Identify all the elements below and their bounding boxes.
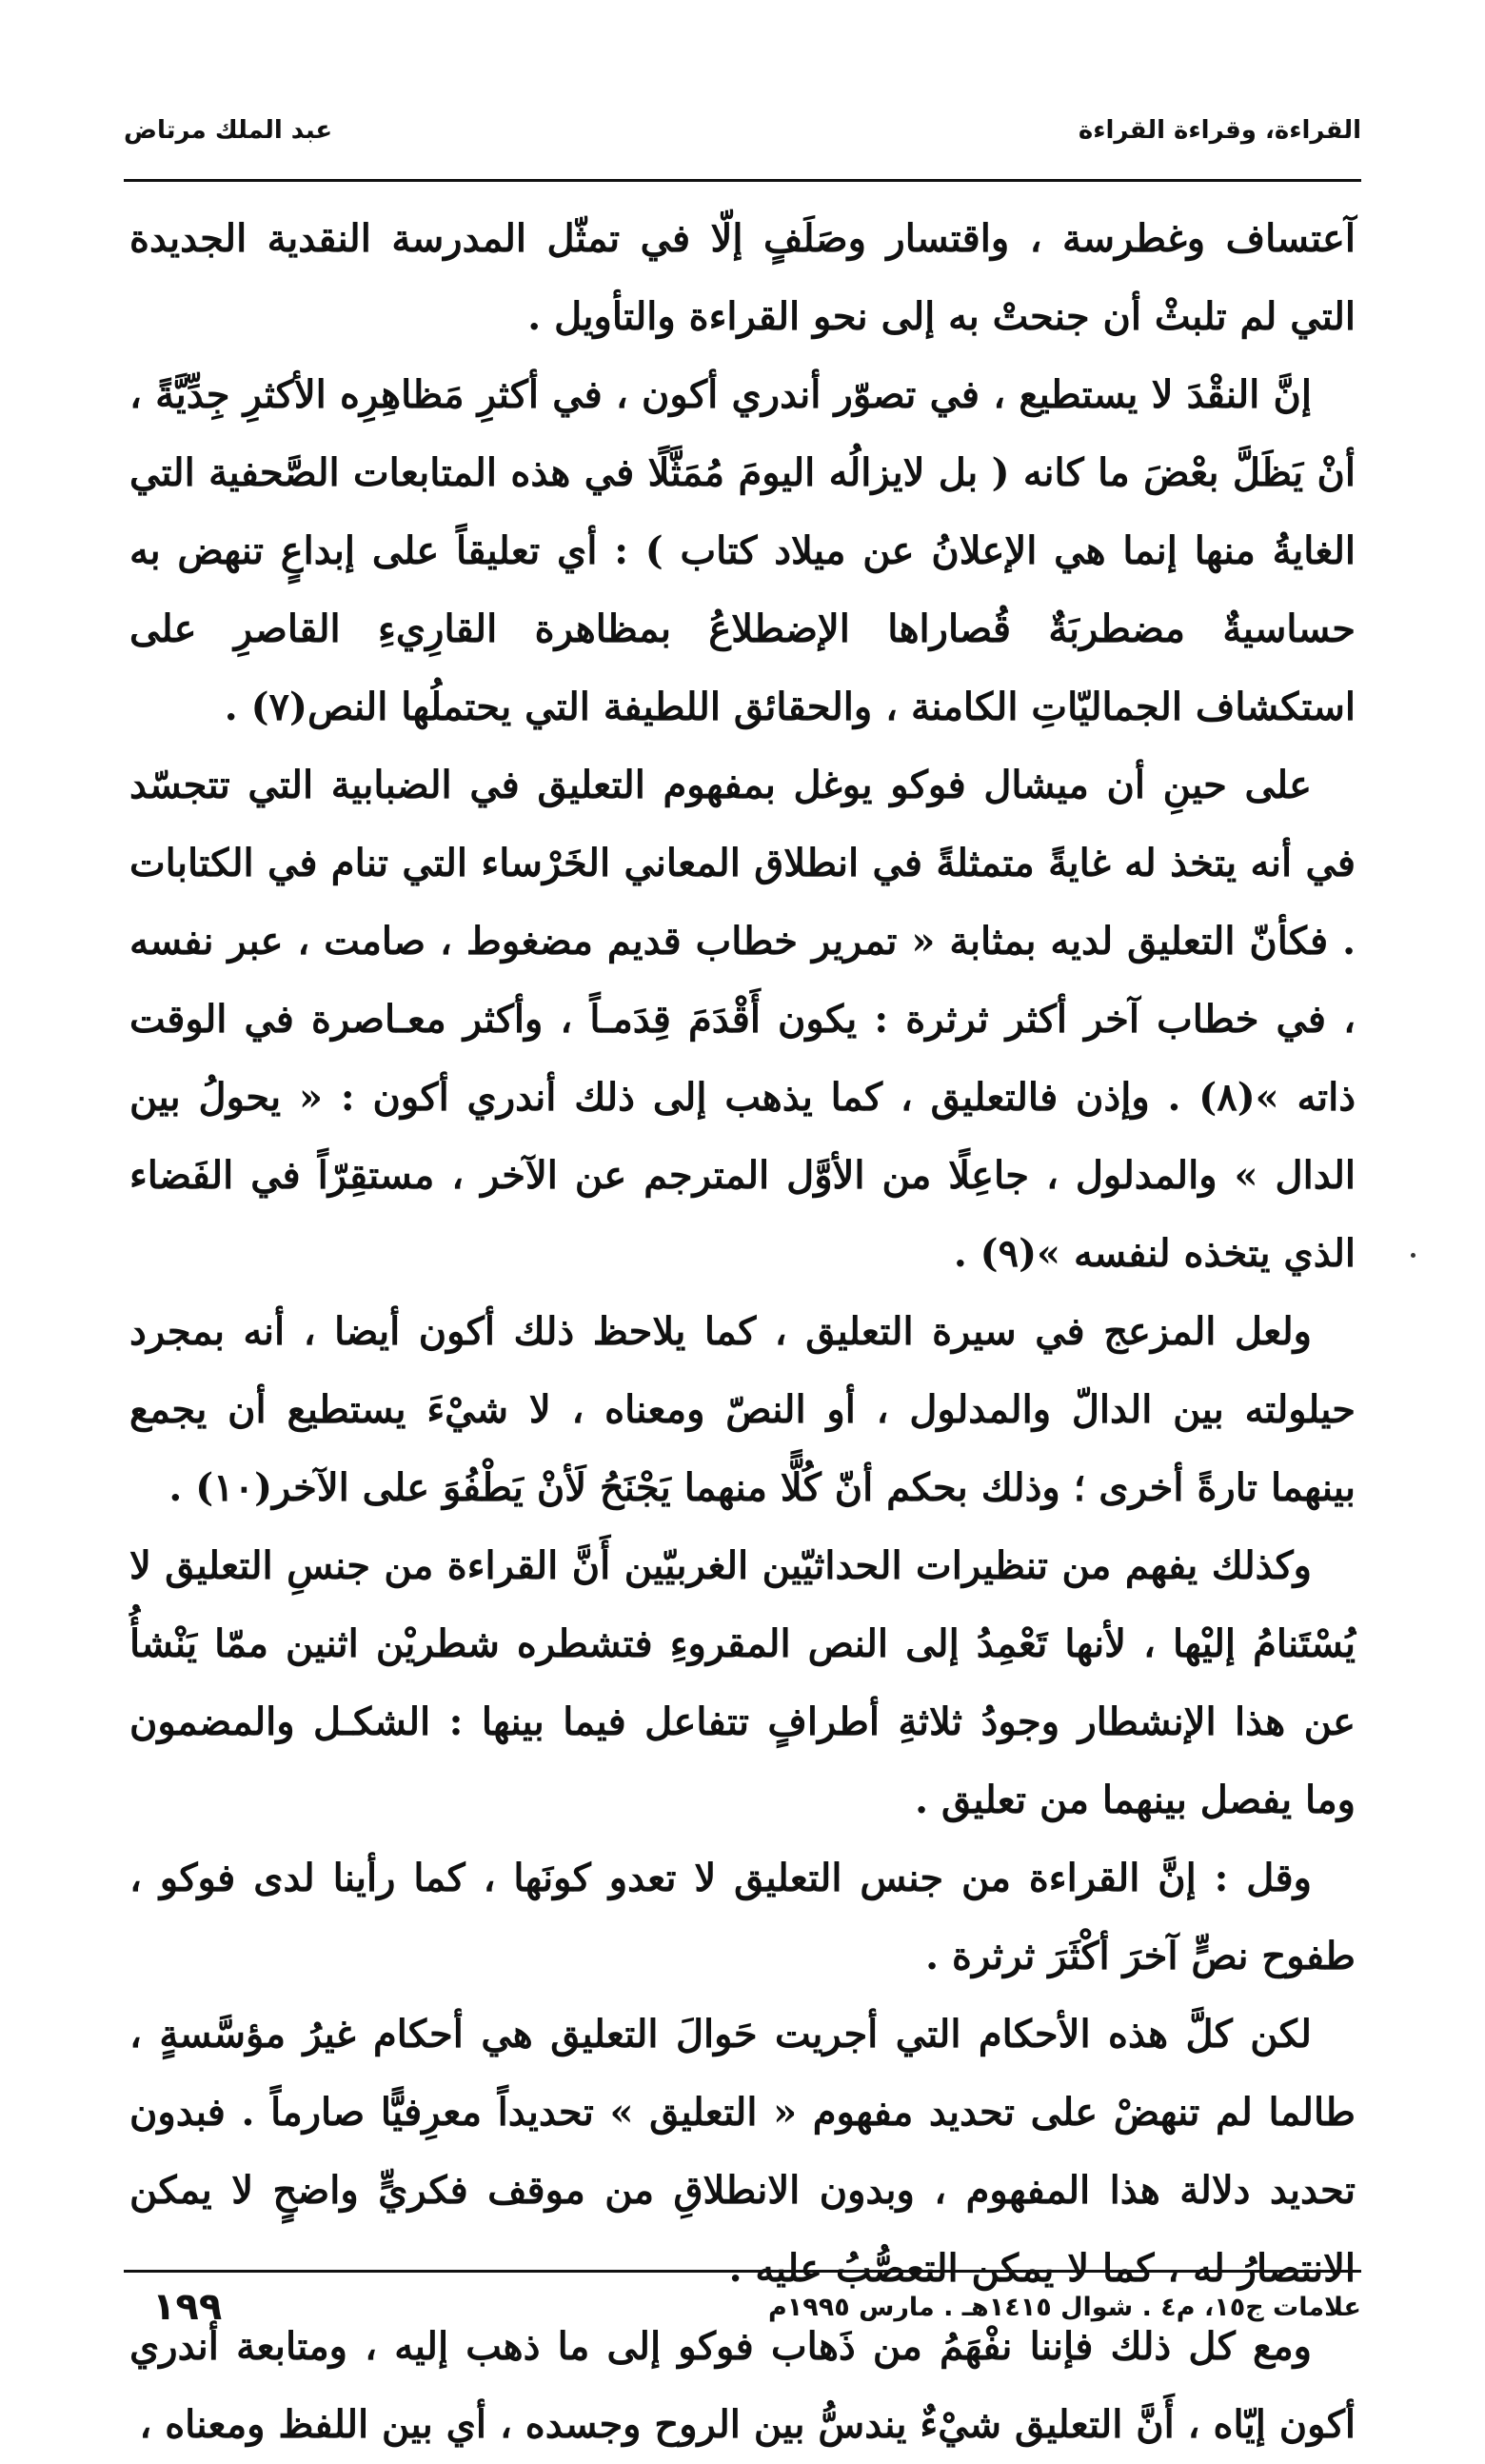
paragraph: لكن كلَّ هذه الأحكام التي أجريت حَوالَ التعليق هي أحكام غيرُ مؤسَّسةٍ ، طالما لم تنهضْ على تحديد مفهوم « التعليق » تحديداً معرِفيًّا صارماً . فبدون تحديد دلالة هذا المفهوم ، وبدون الانطلاقِ من موقف فكريٍّ واضحٍ لا يمكن الانتصارُ له ، كما لا يمكن التعصُّبُ عليه .: [129, 2012, 1356, 2291]
header-rule: [124, 179, 1361, 182]
scan-speck: [1411, 1253, 1416, 1258]
paragraph: إنَّ النقْدَ لا يستطيع ، في تصوّر أندري أكون ، في أكثرِ مَظاهِرِه الأكثرِ جِدِّيَّةً ، أنْ يَظَلَّ بعْضَ ما كانه ( بل لايزالُه اليومَ مُمَثَّلًا في هذه المتابعات الصَّحفية التي الغايةُ منها إنما هي الإعلانُ عن ميلاد كتاب ) : أي تعليقاً على إبداعٍ تنهض به حساسيةٌ مضطربَةٌ قُصاراها الإضطلاعُ بمظاهرة القارِيءِ القاصرِ على استكشاف الجماليّاتِ الكامنة ، والحقائق اللطيفة التي يحتملُها النص(٧) .: [129, 372, 1356, 729]
header-title: القراءة، وقراءة القراءة: [1078, 116, 1361, 145]
paragraph: ومع كل ذلك فإننا نفْهَمُ من ذَهاب فوكو إلى ما ذهب إليه ، ومتابعة أندري أكون إيّاه ، أَنَّ التعليق شيْءٌ يندسُّ بين الروح وجسده ، أي بين اللفظ ومعناه ،: [129, 2324, 1356, 2447]
paragraph: وقل : إنَّ القراءة من جنس التعليق لا تعدو كونَها ، كما رأينا لدى فوكو ، طفوح نصٍّ آخرَ أكْثَرَ ثرثرة .: [129, 1856, 1356, 1978]
paragraph: ولعل المزعج في سيرة التعليق ، كما يلاحظ ذلك أكون أيضا ، أنه بمجرد حيلولته بين الدالّ والمدلول ، أو النصّ ومعناه ، لا شيْءَ يستطيع أن يجمع بينهما تارةً أخرى ؛ وذلك بحكم أنّ كُلًّا منهما يَجْنَحُ لَأنْ يَطْفُوَ على الآخر(١٠) .: [129, 1309, 1356, 1510]
paragraph: على حينِ أن ميشال فوكو يوغل بمفهوم التعليق في الضبابية التي تتجسّد في أنه يتخذ له غايةً متمثلةً في انطلاق المعاني الخَرْساء التي تنام في الكتابات . فكأنّ التعليق لديه بمثابة « تمرير خطاب قديم مضغوط ، صامت ، عبر نفسه ، في خطاب آخر أكثر ثرثرة : يكون أَقْدَمَ قِدَمـاً ، وأكثر معـاصرة في الوقت ذاته »(٨) . وإذن فالتعليق ، كما يذهب إلى ذلك أندري أكون : « يحولُ بين الدال » والمدلول ، جاعِلًا من الأوَّل المترجم عن الآخر ، مستقِرّاً في الفَضاء الذي يتخذه لنفسه »(٩) .: [129, 763, 1356, 1276]
footer-rule: [124, 2270, 1361, 2273]
header-author: عبد الملك مرتاض: [124, 116, 333, 145]
paragraph: وكذلك يفهم من تنظيرات الحداثيّين الغربيّين أَنَّ القراءة من جنسِ التعليق لا يُسْتَنامُ إليْها ، لأنها تَعْمِدُ إلى النص المقروءِ فتشطره شطريْن اثنين ممّا يَنْشأُ عن هذا الإنشطار وجودُ ثلاثةِ أطرافٍ تتفاعل فيما بينها : الشكـل والمضمون وما يفصل بينهما من تعليق .: [129, 1543, 1356, 1822]
running-header: [124, 112, 1361, 154]
running-footer: [124, 2285, 1361, 2342]
paragraph: آعتساف وغطرسة ، واقتسار وصَلَفٍ إلّا في تمثّل المدرسة النقدية الجديدة التي لم تلبثْ أن جنحتْ به إلى نحو القراءة والتأويل .: [129, 216, 1356, 339]
journal-citation: علامات ج١٥، م٤ . شوال ١٤١٥هـ . مارس ١٩٩٥م: [767, 2293, 1361, 2322]
page-number: ١٩٩: [152, 2285, 223, 2329]
